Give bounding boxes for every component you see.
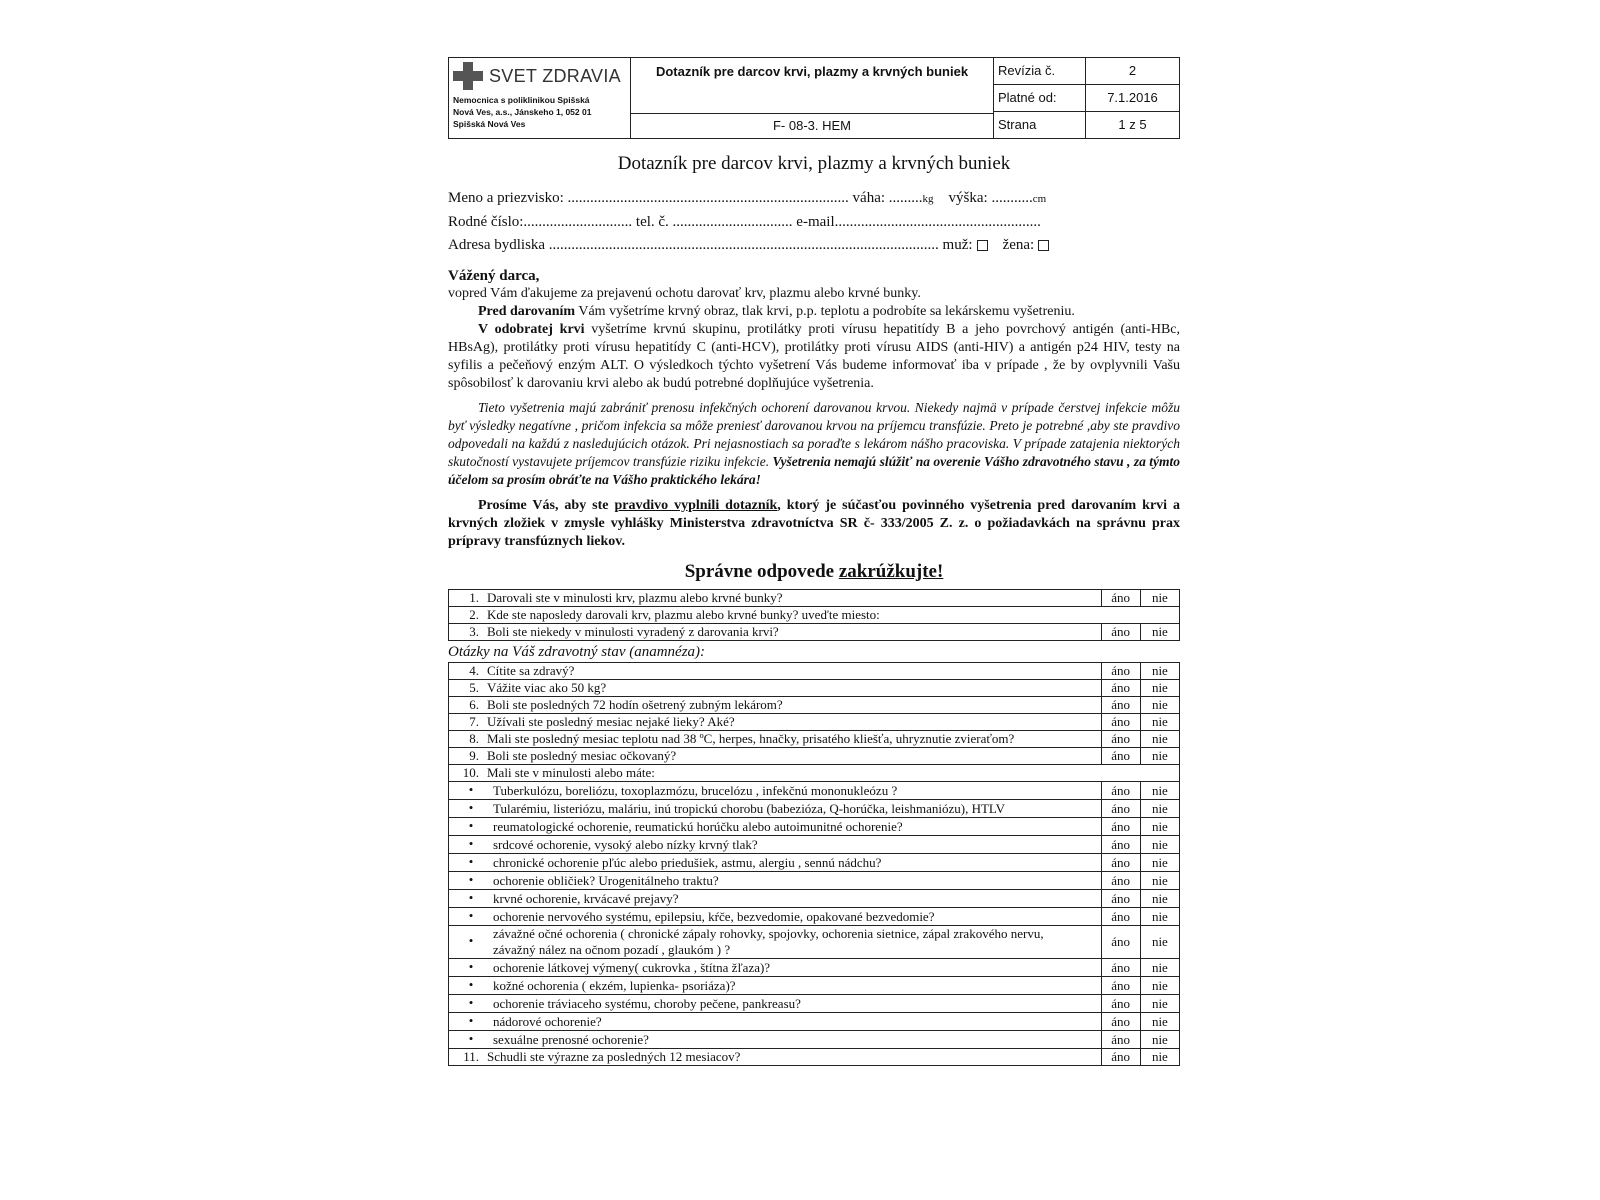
yes-option[interactable]: áno (1101, 748, 1140, 765)
form-header (448, 57, 1180, 139)
yes-option[interactable]: áno (1101, 624, 1140, 641)
table-row (449, 872, 1180, 890)
bullet-icon: • (468, 908, 474, 924)
table-row (449, 731, 1180, 748)
table-row (449, 1013, 1180, 1031)
health-section-label: Otázky na Váš zdravotný stav (anamnéza): (448, 644, 706, 660)
question: 10. Mali ste v minulosti alebo máte: (449, 765, 1180, 782)
table-row (449, 663, 1180, 680)
revision-label: Revízia č. (994, 58, 1086, 85)
intro-tests: V odobratej krvi vyšetríme krvnú skupinu, protilátky proti vírusu hepatitídy B a jeho povrchový antigén (anti-HBc, HBsAg), protilátky proti vírusu hepatitídy C (anti-HCV), protilátky proti vírusu AIDS (anti-HIV) a antigén p24 HIV, testy na syfilis a pečeňový enzým ALT. O výsledkoch týchto vyšetrení Vás budeme informovať iba v prípade , že by ovplyvnili Vašu spôsobilosť k darovaniu krvi alebo ak budú potrebné doplňujúce vyšetrenia. (448, 322, 1180, 391)
yes-option[interactable]: áno (1101, 714, 1140, 731)
intro-warning: Tieto vyšetrenia majú zabrániť prenosu infekčných ochorení darovanou krvou. Niekedy najmä v prípade čerstvej infekcie môžu byť výsledky negatívne , pričom infekcia sa môže preniesť darovanou krvou na príjemcu transfúzie. Preto je potrebné ,aby ste pravdivo odpovedali na každú z nasledujúcich otázok. Pri nejasnostiach sa poraďte s lekárom nášho pracoviska. V prípade zatajenia niektorých skutočností vystavujete príjemcov transfúzie riziku infekcie. Vyšetrenia nemajú slúžiť na overenie Vášho zdravotného stavu , za týmto účelom sa prosím obráťte na Vášho praktického lekára! (448, 400, 1180, 487)
logo-cell (449, 58, 631, 138)
valid-from-value: 7.1.2016 (1086, 85, 1179, 112)
question: 5. Vážite viac ako 50 kg? (449, 680, 1102, 697)
yes-option[interactable]: áno (1101, 1049, 1140, 1066)
yes-option[interactable]: áno (1101, 908, 1140, 926)
no-option[interactable]: nie (1140, 854, 1179, 872)
yes-option[interactable]: áno (1101, 818, 1140, 836)
yes-option[interactable]: áno (1101, 800, 1140, 818)
bullet-question: • krvné ochorenie, krvácavé prejavy? (449, 890, 1102, 908)
no-option[interactable]: nie (1140, 1049, 1179, 1066)
bullet-icon: • (468, 782, 474, 797)
no-option[interactable]: nie (1140, 590, 1179, 607)
bullet-icon: • (468, 1031, 474, 1047)
questions-table-top (448, 589, 1180, 641)
intro-thanks: vopred Vám ďakujeme za prejavenú ochotu darovať krv, plazmu alebo krvné bunky. (448, 286, 921, 301)
female-checkbox[interactable] (1038, 240, 1049, 251)
fill-request: Prosíme Vás, aby ste pravdivo vyplnili dotazník, ktorý je súčasťou povinného vyšetrenia pred darovaním krvi a krvných zložiek v zmysle vyhlášky Ministerstva zdravotníctva SR č- 333/2005 Z. z. o požiadavkách na správnu prax prípravy transfúznych liekov. (448, 498, 1180, 549)
bullet-question: • Tularémiu, listeriózu, maláriu, inú tropickú chorobu (babezióza, Q-horúčka, leishmaniózu), HTLV (449, 800, 1102, 818)
no-option[interactable]: nie (1140, 697, 1179, 714)
page-value: 1 z 5 (1118, 117, 1147, 132)
table-row (449, 854, 1180, 872)
no-option[interactable]: nie (1140, 818, 1179, 836)
bullet-icon: • (468, 818, 474, 834)
no-option[interactable]: nie (1140, 680, 1179, 697)
id-phone-email-field[interactable]: Rodné číslo:............................. tel. č. ................................ e-mail....................................................... (448, 214, 1041, 230)
question: 6. Boli ste posledných 72 hodín ošetrený zubným lekárom? (449, 697, 1102, 714)
bullet-icon: • (468, 872, 474, 888)
question: 9. Boli ste posledný mesiac očkovaný? (449, 748, 1102, 765)
no-option[interactable]: nie (1140, 624, 1179, 641)
no-option[interactable]: nie (1140, 731, 1179, 748)
yes-option[interactable]: áno (1101, 663, 1140, 680)
no-option[interactable]: nie (1140, 748, 1179, 765)
yes-option[interactable]: áno (1101, 959, 1140, 977)
bullet-icon: • (468, 933, 474, 949)
no-option[interactable]: nie (1140, 836, 1179, 854)
table-row (449, 959, 1180, 977)
table-row (449, 977, 1180, 995)
bullet-icon: • (468, 959, 474, 975)
yes-option[interactable]: áno (1101, 1031, 1140, 1049)
yes-option[interactable]: áno (1101, 782, 1140, 800)
bullet-icon: • (468, 800, 474, 816)
form-page (448, 57, 1180, 1066)
yes-option[interactable]: áno (1101, 854, 1140, 872)
table-row (449, 765, 1180, 782)
page-label: Strana (994, 112, 1086, 138)
document-title: Dotazník pre darcov krvi, plazmy a krvných buniek (617, 153, 1011, 174)
table-row (449, 748, 1180, 765)
bullet-question: • ochorenie obličiek? Urogenitálneho traktu? (449, 872, 1102, 890)
table-row (449, 926, 1180, 959)
yes-option[interactable]: áno (1101, 890, 1140, 908)
yes-option[interactable]: áno (1101, 1013, 1140, 1031)
bullet-question: • sexuálne prenosné ochorenie? (449, 1031, 1102, 1049)
bullet-icon: • (468, 995, 474, 1011)
yes-option[interactable]: áno (1101, 590, 1140, 607)
bullet-question: • ochorenie tráviaceho systému, choroby pečene, pankreasu? (449, 995, 1102, 1013)
bullet-question: • nádorové ochorenie? (449, 1013, 1102, 1031)
table-row (449, 697, 1180, 714)
bullet-icon: • (468, 890, 474, 906)
bullet-question: • ochorenie látkovej výmeny( cukrovka , štítna žľaza)? (449, 959, 1102, 977)
table-row (449, 995, 1180, 1013)
no-option[interactable]: nie (1140, 977, 1179, 995)
question: 11. Schudli ste výrazne za posledných 12 mesiacov? (449, 1049, 1102, 1066)
no-option[interactable]: nie (1140, 663, 1179, 680)
table-row (449, 1031, 1180, 1049)
bullet-question: • reumatologické ochorenie, reumatickú horúčku alebo autoimunitné ochorenie? (449, 818, 1102, 836)
no-option[interactable]: nie (1140, 995, 1179, 1013)
bullet-icon: • (468, 977, 474, 993)
yes-option[interactable]: áno (1101, 872, 1140, 890)
form-code: F- 08-3. HEM (631, 114, 994, 138)
name-weight-height-field[interactable]: Meno a priezvisko: ........................................................................... váha: .........kg výška: ...........cm (448, 190, 1047, 206)
yes-option[interactable]: áno (1101, 731, 1140, 748)
revision-value: 2 (1086, 58, 1179, 85)
no-option[interactable]: nie (1140, 926, 1179, 959)
yes-option[interactable]: áno (1101, 995, 1140, 1013)
no-option[interactable]: nie (1140, 1013, 1179, 1031)
no-option[interactable]: nie (1140, 959, 1179, 977)
no-option[interactable]: nie (1140, 890, 1179, 908)
question: 4. Cítite sa zdravý? (449, 663, 1102, 680)
question: 8. Mali ste posledný mesiac teplotu nad 38 ºC, herpes, hnačky, prisatého kliešťa, uhryznutie zvieraťom? (449, 731, 1102, 748)
bullet-question: • ochorenie nervového systému, epilepsiu, kŕče, bezvedomie, opakované bezvedomie? (449, 908, 1102, 926)
bullet-question: • srdcové ochorenie, vysoký alebo nízky krvný tlak? (449, 836, 1102, 854)
male-checkbox[interactable] (977, 240, 988, 251)
greeting: Vážený darca, (448, 268, 540, 284)
bullet-question: • závažné očné ochorenia ( chronické zápaly rohovky, spojovky, ochorenia sietnice, zápal zrakového nervu, závažný nález na očnom pozadí , glaukóm ) ? (449, 926, 1102, 959)
table-row (449, 818, 1180, 836)
table-row (449, 607, 1180, 624)
no-option[interactable]: nie (1140, 872, 1179, 890)
no-option[interactable]: nie (1140, 782, 1179, 800)
valid-from-label: Platné od: (994, 85, 1086, 112)
yes-option[interactable]: áno (1101, 836, 1140, 854)
answer-instruction: Správne odpovede zakrúžkujte! (684, 561, 944, 582)
no-option[interactable]: nie (1140, 800, 1179, 818)
no-option[interactable]: nie (1140, 1031, 1179, 1049)
bullet-icon: • (468, 1013, 474, 1029)
last-donation-place-field[interactable]: 2. Kde ste naposledy darovali krv, plazmu alebo krvné bunky? uveďte miesto: (449, 607, 1180, 624)
bullet-icon: • (468, 854, 474, 870)
intro-before-donation: Pred darovaním Vám vyšetríme krvný obraz, tlak krvi, p.p. teplotu a podrobíte sa lekárskemu vyšetreniu. (478, 304, 1075, 319)
table-row (449, 890, 1180, 908)
question: 7. Užívali ste posledný mesiac nejaké lieky? Aké? (449, 714, 1102, 731)
hospital-address: Nemocnica s poliklinikou Spišská Nová Ves, a.s., Jánskeho 1, 052 01 Spišská Nová Ves (453, 95, 592, 129)
no-option[interactable]: nie (1140, 714, 1179, 731)
bullet-icon: • (468, 836, 474, 852)
health-questions-table (448, 662, 1180, 1066)
table-row (449, 782, 1180, 800)
brand-name: SVET ZDRAVIA (489, 65, 621, 86)
bullet-question: • chronické ochorenie pľúc alebo priedušiek, astmu, alergiu , sennú nádchu? (449, 854, 1102, 872)
bullet-question: • kožné ochorenia ( ekzém, lupienka- psoriáza)? (449, 977, 1102, 995)
cross-logo-icon (453, 62, 483, 90)
table-row (449, 1049, 1180, 1066)
yes-option[interactable]: áno (1101, 680, 1140, 697)
header-form-title: Dotazník pre darcov krvi, plazmy a krvných buniek (631, 58, 994, 114)
yes-option[interactable]: áno (1101, 697, 1140, 714)
yes-option[interactable]: áno (1101, 977, 1140, 995)
address-gender-field[interactable]: Adresa bydliska ........................................................................................................ muž: žena: (448, 234, 1180, 257)
table-row: 1. Darovali ste v minulosti krv, plazmu alebo krvné bunky? áno nie (449, 590, 1180, 607)
table-row: 3. Boli ste niekedy v minulosti vyradený z darovania krvi? áno nie (449, 624, 1180, 641)
table-row (449, 680, 1180, 697)
no-option[interactable]: nie (1140, 908, 1179, 926)
table-row (449, 800, 1180, 818)
table-row (449, 714, 1180, 731)
yes-option[interactable]: áno (1101, 926, 1140, 959)
bullet-question: • Tuberkulózu, boreliózu, toxoplazmózu, brucelózu , infekčnú mononukleózu ? (449, 782, 1102, 800)
table-row (449, 908, 1180, 926)
table-row (449, 836, 1180, 854)
